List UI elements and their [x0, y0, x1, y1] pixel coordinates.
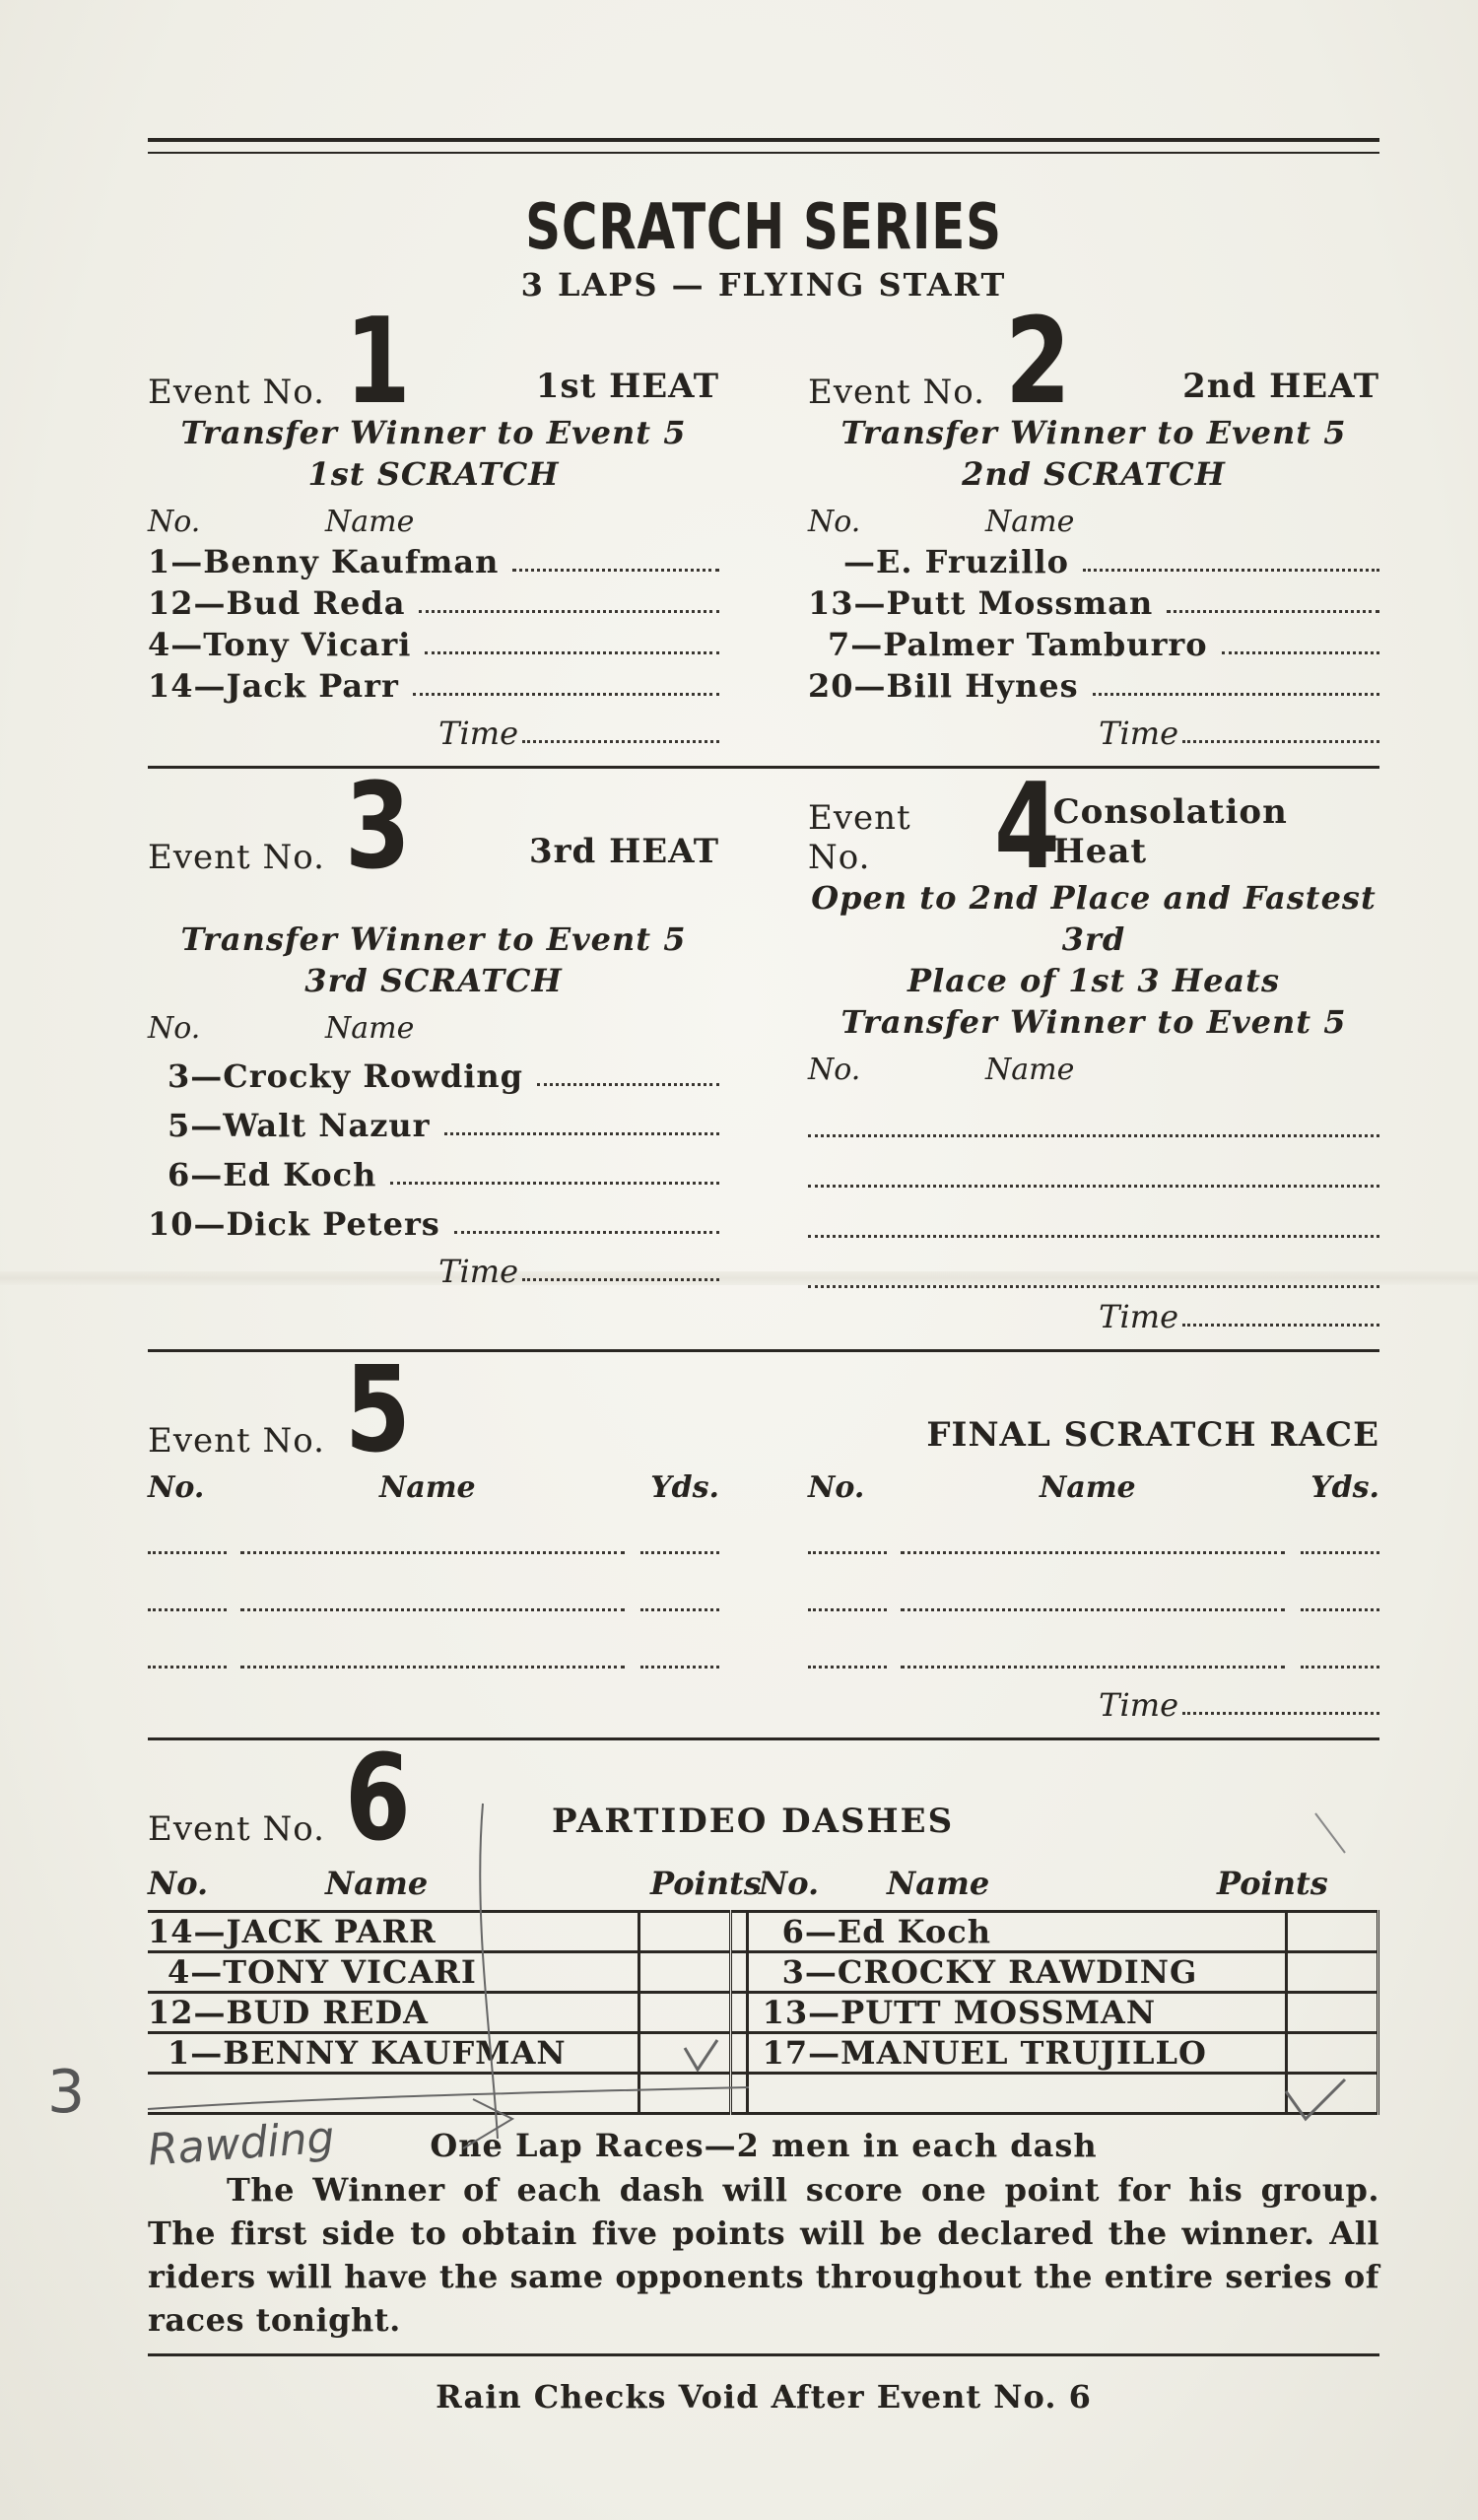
event-label: Event No.: [148, 1421, 325, 1461]
time-field: Time: [148, 713, 719, 752]
col-name: Name: [378, 1470, 476, 1505]
transfer-note: Transfer Winner to Event 5: [180, 414, 687, 451]
event-label: Event No.: [148, 1809, 325, 1849]
rider-cell: 14—JACK PARR: [148, 1912, 638, 1952]
rider-cell: 6—Ed Koch: [747, 1912, 1286, 1952]
rider-cell: 4—TONY VICARI: [148, 1952, 638, 1993]
checkmark-icon: [685, 2040, 717, 2070]
heat-label: 3rd HEAT: [528, 832, 719, 871]
rider-name: 6—Ed Koch: [168, 1156, 377, 1193]
race-note: One Lap Races—2 men in each dash: [430, 2127, 1098, 2164]
rider-cell: 3—CROCKY RAWDING: [747, 1952, 1286, 1993]
rider-cell: 12—BUD REDA: [148, 1993, 638, 2033]
checkmark-icon: [1286, 2079, 1345, 2119]
col-yds: Yds.: [1310, 1470, 1379, 1505]
consolation-note: Place of 1st 3 Heats: [907, 962, 1280, 999]
heat-label: 2nd HEAT: [1182, 367, 1379, 406]
scratch-label: 2nd SCRATCH: [962, 455, 1226, 493]
rules-paragraph: The Winner of each dash will score one point for his group. The first side to obtain five points will be declared the winner. All riders will have the same opponents throughout the entire series of races tonight.: [148, 2171, 1379, 2339]
footer-note: Rain Checks Void After Event No. 6: [436, 2378, 1092, 2416]
rider-name: 14—Jack Parr: [148, 667, 399, 705]
col-no: No.: [808, 505, 861, 539]
heat-label: Consolation Heat: [1052, 792, 1288, 871]
transfer-note: Transfer Winner to Event 5: [840, 1003, 1347, 1041]
rider-name: 10—Dick Peters: [148, 1205, 440, 1243]
time-field: Time: [808, 1296, 1379, 1335]
col-no: No.: [808, 1470, 865, 1505]
rider-name: 20—Bill Hynes: [808, 667, 1079, 705]
event-number: 6: [344, 1731, 412, 1868]
col-no: No.: [148, 1011, 201, 1046]
transfer-note: Transfer Winner to Event 5: [840, 414, 1347, 451]
rider-name: 13—Putt Mossman: [808, 584, 1154, 622]
rider-name: 5—Walt Nazur: [168, 1107, 431, 1144]
page-title: SCRATCH SERIES: [525, 191, 1002, 264]
time-field: Time: [808, 1684, 1379, 1724]
col-name: Name: [1039, 1470, 1136, 1505]
col-no: No.: [808, 1053, 861, 1087]
col-name: Name: [985, 1053, 1075, 1087]
event-number: 3: [344, 759, 412, 896]
event-number: 1: [344, 294, 412, 431]
col-no: No.: [148, 1470, 205, 1505]
time-field: Time: [148, 1251, 719, 1290]
rider-cell: 13—PUTT MOSSMAN: [747, 1993, 1286, 2033]
col-no: No.: [148, 505, 201, 539]
event-number: 4: [993, 759, 1061, 896]
transfer-note: Transfer Winner to Event 5: [180, 920, 687, 958]
scratch-label: 1st SCRATCH: [307, 455, 560, 493]
event-label: Event No.: [808, 798, 911, 877]
rider-name: —E. Fruzillo: [843, 543, 1069, 580]
rider-name: 1—Benny Kaufman: [148, 543, 500, 580]
page-subtitle: 3 LAPS — FLYING START: [520, 266, 1007, 304]
pencil-line: [1315, 1813, 1345, 1853]
rider-cell: 17—MANUEL TRUJILLO: [747, 2033, 1286, 2074]
handwritten-name: Rawding: [146, 2112, 337, 2176]
rider-name: 4—Tony Vicari: [148, 626, 412, 663]
event-number: 2: [1004, 294, 1072, 431]
rider-cell: 1—BENNY KAUFMAN: [148, 2033, 638, 2074]
heat-label: FINAL SCRATCH RACE: [926, 1415, 1379, 1455]
rider-name: 3—Crocky Rowding: [168, 1057, 523, 1095]
event-label: Event No.: [148, 838, 325, 877]
heat-label: 1st HEAT: [535, 367, 719, 406]
dash-header: No. Name Points No. Name Points: [148, 1865, 1328, 1902]
col-yds: Yds.: [650, 1470, 719, 1505]
col-name: Name: [325, 505, 415, 539]
pencil-arrow: [463, 2099, 512, 2148]
event-label: Event No.: [808, 373, 985, 412]
handwritten-number: 3: [47, 2058, 86, 2127]
time-field: Time: [808, 713, 1379, 752]
pencil-line: [148, 2087, 749, 2109]
dashes-title: PARTIDEO DASHES: [551, 1802, 955, 1841]
col-name: Name: [325, 1011, 415, 1046]
rider-name: 7—Palmer Tamburro: [828, 626, 1208, 663]
scratch-label: 3rd SCRATCH: [304, 962, 563, 999]
pencil-line: [480, 1804, 498, 2139]
event-label: Event No.: [148, 373, 325, 412]
col-name: Name: [985, 505, 1075, 539]
consolation-note: Open to 2nd Place and Fastest 3rd: [811, 879, 1377, 958]
event-number: 5: [344, 1342, 412, 1479]
rider-name: 12—Bud Reda: [148, 584, 406, 622]
